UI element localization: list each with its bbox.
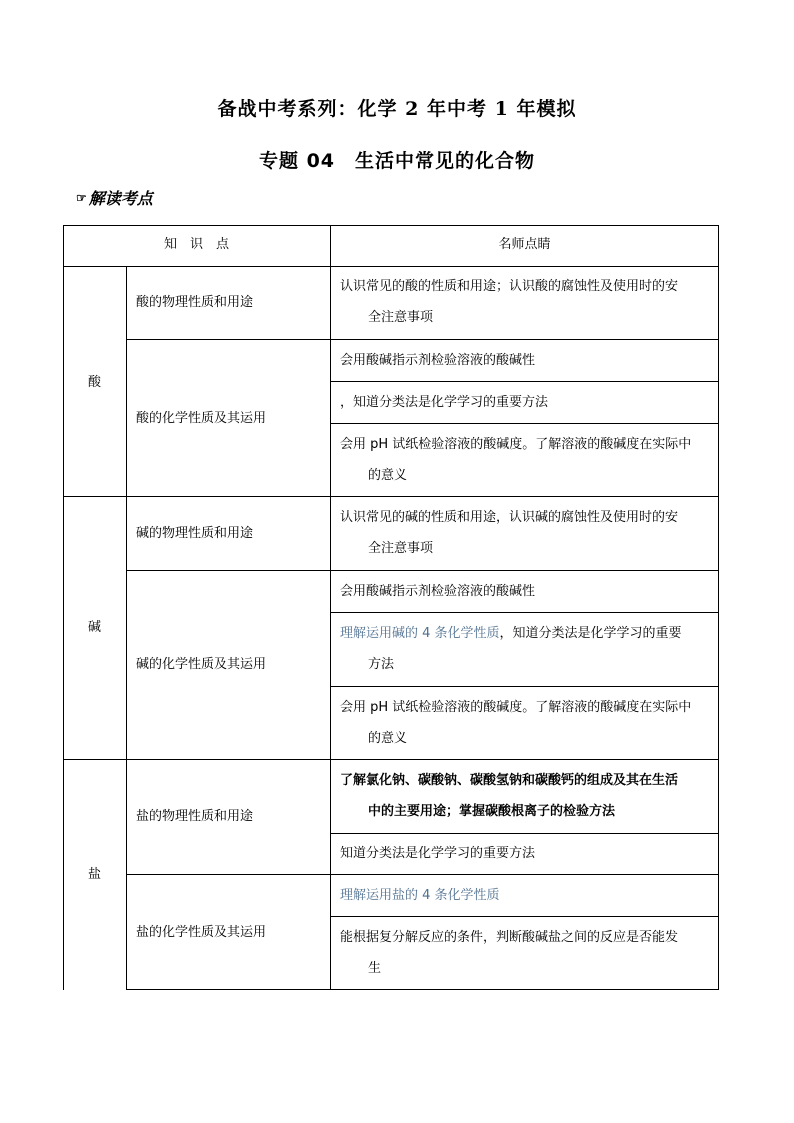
tip-salt-properties: 理解运用盐的 4 条化学性质 <box>340 888 500 903</box>
tip-acid-physical: 认识常见的酸的性质和用途；认识酸的腐蚀性及使用时的安 全注意事项 <box>340 279 679 325</box>
column-header-tips: 名师点睛 <box>498 237 551 252</box>
tip-salt-reaction: 能根据复分解反应的条件，判断酸碱盐之间的反应是否能发 生 <box>340 930 679 976</box>
pointing-hand-icon: ☞ <box>76 190 87 205</box>
tip-acid-classification: ，知道分类法是化学学习的重要方法 <box>340 395 549 410</box>
tip-salt-classification: 知道分类法是化学学习的重要方法 <box>340 846 536 861</box>
topic-base-chemical: 碱的化学性质及其运用 <box>136 657 267 672</box>
topic-acid-chemical: 酸的化学性质及其运用 <box>136 411 267 426</box>
topic-acid-physical: 酸的物理性质和用途 <box>136 295 254 310</box>
tip-base-indicator: 会用酸碱指示剂检验溶液的酸碱性 <box>340 584 536 599</box>
tip-base-ph: 会用 pH 试纸检验溶液的酸碱度。了解溶液的酸碱度在实际中 的意义 <box>340 700 692 746</box>
document-subtitle: 专题 04 生活中常见的化合物 <box>258 150 536 172</box>
section-label <box>76 186 153 209</box>
tip-base-properties: 理解运用碱的 4 条化学性质，知道分类法是化学学习的重要 方法 <box>340 626 682 672</box>
section-label-text: 解读考点 <box>88 189 153 208</box>
tip-salt-composition: 了解氯化钠、碳酸钠、碳酸氢钠和碳酸钙的组成及其在生活 中的主要用途；掌握碳酸根离子的检验方法 <box>340 773 679 819</box>
category-base: 碱 <box>87 620 101 635</box>
topic-salt-chemical: 盐的化学性质及其运用 <box>136 925 267 940</box>
column-header-knowledge: 知 识 点 <box>163 237 229 252</box>
tip-acid-indicator: 会用酸碱指示剂检验溶液的酸碱性 <box>340 353 536 368</box>
category-salt: 盐 <box>87 867 101 882</box>
document-title: 备战中考系列：化学 2 年中考 1 年模拟 <box>217 98 577 120</box>
tip-base-physical: 认识常见的碱的性质和用途，认识碱的腐蚀性及使用时的安 全注意事项 <box>340 510 679 556</box>
tip-acid-ph: 会用 pH 试纸检验溶液的酸碱度。了解溶液的酸碱度在实际中 的意义 <box>340 437 692 483</box>
category-acid: 酸 <box>87 375 101 390</box>
topic-salt-physical: 盐的物理性质和用途 <box>136 809 254 824</box>
topic-base-physical: 碱的物理性质和用途 <box>136 526 254 541</box>
